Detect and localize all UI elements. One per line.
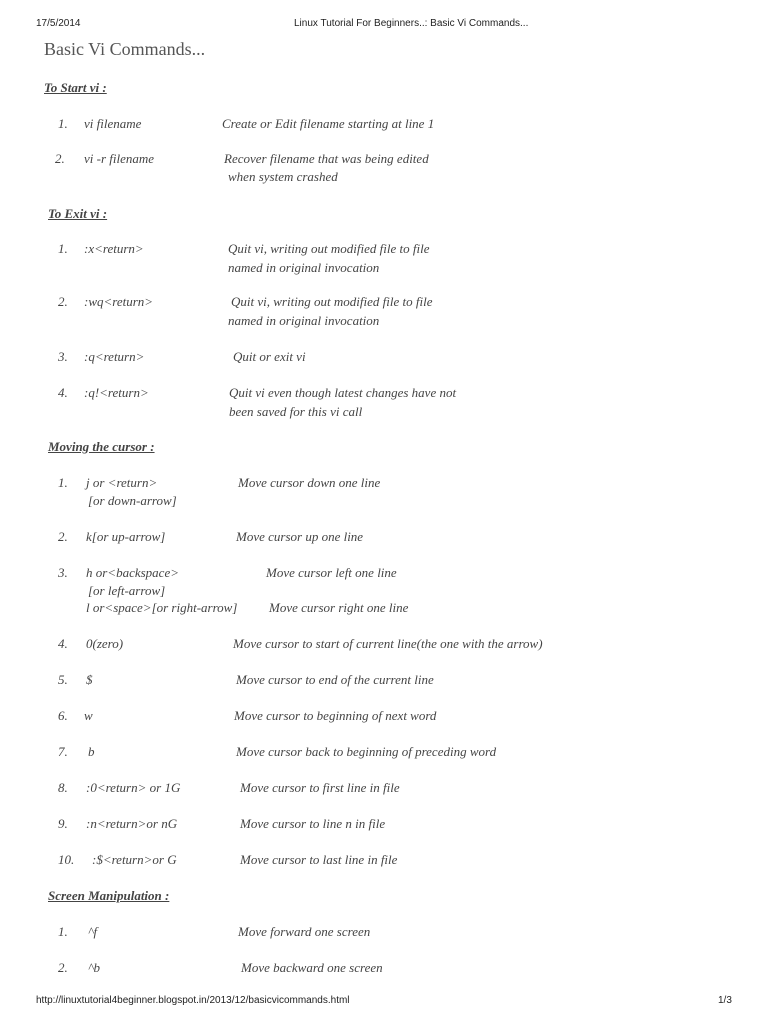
command-description: Move cursor right one line <box>269 600 409 615</box>
command-text: :$<return>or G <box>92 852 177 867</box>
command-description: Move cursor to line n in file <box>240 816 386 831</box>
list-number: 1. <box>58 924 68 939</box>
command-description: named in original invocation <box>228 260 380 275</box>
command-text: [or down-arrow] <box>88 493 177 508</box>
list-number: 1. <box>58 241 68 256</box>
command-text: :x<return> <box>84 241 144 256</box>
command-description: when system crashed <box>228 169 338 184</box>
section-heading-moving-cursor: Moving the cursor : <box>48 439 155 454</box>
command-description: Move forward one screen <box>238 924 371 939</box>
print-page-number: 1/3 <box>718 995 732 1006</box>
command-description: been saved for this vi call <box>229 404 363 419</box>
command-description: Move cursor to end of the current line <box>236 672 434 687</box>
section-heading-screen-manipulation: Screen Manipulation : <box>48 888 170 903</box>
list-number: 2. <box>58 294 68 309</box>
command-text: :n<return>or nG <box>86 816 178 831</box>
command-description: Move cursor to last line in file <box>240 852 398 867</box>
command-description: Move cursor up one line <box>236 529 364 544</box>
command-description: Quit vi even though latest changes have not <box>229 385 457 400</box>
command-description: Move cursor to beginning of next word <box>234 708 437 723</box>
list-number: 2. <box>58 529 68 544</box>
print-url: http://linuxtutorial4beginner.blogspot.in/2013/12/basicvicommands.html <box>36 995 350 1006</box>
list-number: 5. <box>58 672 68 687</box>
command-text: b <box>88 744 95 759</box>
command-text: 0(zero) <box>86 636 124 651</box>
command-text: vi -r filename <box>84 151 155 166</box>
command-text: l or<space>[or right-arrow] <box>86 600 238 615</box>
command-description: Move cursor to first line in file <box>240 780 400 795</box>
command-text: k[or up-arrow] <box>86 529 166 544</box>
list-number: 2. <box>55 151 65 166</box>
section-heading-start-vi: To Start vi : <box>44 80 107 95</box>
command-text: j or <return> <box>86 475 158 490</box>
section-heading-exit-vi: To Exit vi : <box>48 206 108 221</box>
list-number: 7. <box>58 744 68 759</box>
command-text: [or left-arrow] <box>88 583 166 598</box>
list-number: 1. <box>58 475 68 490</box>
command-text: :q<return> <box>84 349 145 364</box>
command-text: ^f <box>88 924 98 939</box>
print-page-title: Linux Tutorial For Beginners..: Basic Vi Commands... <box>294 18 529 29</box>
command-text: vi filename <box>84 116 142 131</box>
command-text: $ <box>86 672 93 687</box>
command-text: :0<return> or 1G <box>86 780 181 795</box>
command-description: Move cursor back to beginning of preceding word <box>236 744 497 759</box>
command-description: Recover filename that was being edited <box>224 151 429 166</box>
command-description: Move cursor to start of current line(the one with the arrow) <box>233 636 543 651</box>
command-description: Move backward one screen <box>241 960 383 975</box>
list-number: 2. <box>58 960 68 975</box>
command-text: :q!<return> <box>84 385 149 400</box>
command-text: h or<backspace> <box>86 565 179 580</box>
command-description: Move cursor left one line <box>266 565 397 580</box>
command-description: Quit or exit vi <box>233 349 306 364</box>
page-title: Basic Vi Commands... <box>44 39 206 59</box>
command-text: :wq<return> <box>84 294 154 309</box>
list-number: 3. <box>58 565 68 580</box>
command-description: Move cursor down one line <box>238 475 381 490</box>
list-number: 4. <box>58 385 68 400</box>
command-description: named in original invocation <box>228 313 380 328</box>
list-number: 8. <box>58 780 68 795</box>
command-description: Quit vi, writing out modified file to file <box>231 294 433 309</box>
list-number: 1. <box>58 116 68 131</box>
command-description: Create or Edit filename starting at line 1 <box>222 116 435 131</box>
command-text: ^b <box>88 960 100 975</box>
list-number: 6. <box>58 708 68 723</box>
list-number: 4. <box>58 636 68 651</box>
list-number: 10. <box>58 852 75 867</box>
command-description: Quit vi, writing out modified file to file <box>228 241 430 256</box>
print-date: 17/5/2014 <box>36 18 81 29</box>
command-text: w <box>84 708 93 723</box>
list-number: 9. <box>58 816 68 831</box>
list-number: 3. <box>58 349 68 364</box>
